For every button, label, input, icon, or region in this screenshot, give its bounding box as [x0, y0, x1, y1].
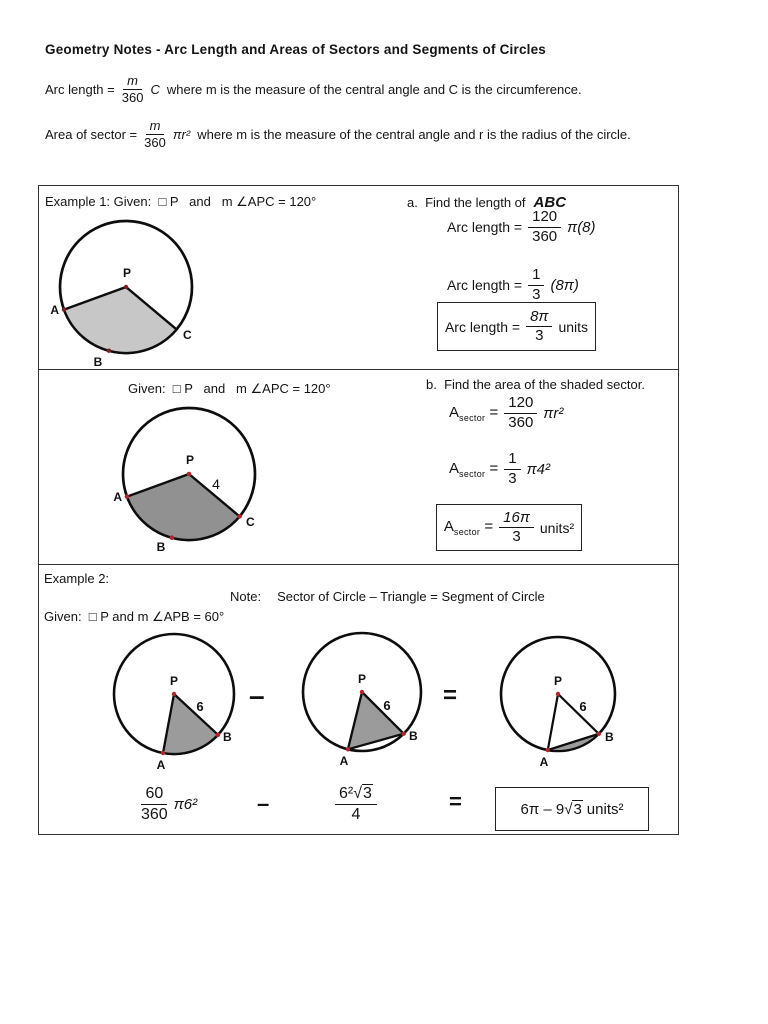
sector-area-step2 — [449, 451, 550, 487]
page-title: Geometry Notes - Arc Length and Areas of Sectors and Segments of Circles — [45, 42, 547, 57]
note-line — [230, 589, 545, 604]
fraction — [528, 267, 544, 303]
radius-label: 4 — [212, 476, 220, 492]
formula-label: Area of sector = — [45, 127, 138, 143]
segment-equation-subtrahend — [335, 785, 377, 823]
part-a-label: a. Find the length of — [407, 195, 526, 210]
point-dot-b — [107, 349, 111, 353]
point-label-p: P — [169, 674, 179, 688]
point-label-a: A — [113, 490, 122, 504]
fraction — [526, 309, 552, 345]
fraction — [141, 785, 168, 823]
arc-length-step2 — [447, 267, 579, 303]
point-label-a: A — [339, 754, 349, 768]
equation-label: Arc length = — [444, 318, 521, 335]
point-label-p: P — [185, 453, 195, 467]
row-divider — [39, 564, 678, 565]
shaded-sector — [163, 694, 218, 754]
center-dot — [124, 285, 128, 289]
equation-label: Arc length = — [447, 219, 523, 235]
minus-operator: – — [257, 791, 270, 816]
fraction — [528, 209, 561, 245]
radicand: 3 — [363, 785, 372, 802]
circle-diagram-triangle — [294, 629, 434, 774]
center-dot — [187, 472, 192, 477]
arc-length-formula — [45, 74, 582, 106]
center-dot — [360, 690, 364, 694]
example1-heading: Example 1: Given: □ P and m ∠APC = 120° — [45, 194, 317, 209]
arc-name: ABC — [533, 194, 567, 211]
circle-diagram-sector-dark — [109, 399, 274, 554]
point-label-b: B — [409, 729, 418, 743]
point-dot-b — [597, 732, 601, 736]
point-label-b: B — [156, 540, 166, 554]
center-dot — [172, 692, 176, 696]
example1-row2-heading: Given: □ P and m ∠APC = 120° — [128, 381, 331, 396]
units-label: units² — [539, 519, 575, 536]
radius-label: 6 — [383, 698, 391, 713]
fraction-numerator: 60 — [141, 785, 167, 805]
fraction-denominator: 4 — [351, 805, 361, 823]
sector-area-answer-box — [436, 504, 582, 551]
arc-length-answer-box — [437, 302, 596, 351]
equation-label: Arc length = — [447, 277, 523, 293]
units-label: units² — [586, 800, 624, 818]
fraction-numerator: 1 — [528, 267, 544, 286]
circle-diagram-sector — [104, 629, 249, 777]
fraction-numerator: 1 — [504, 451, 520, 470]
fraction — [504, 395, 537, 431]
point-label-c: C — [246, 515, 255, 529]
formula-term: C — [150, 82, 160, 98]
formula-label: Arc length = — [45, 82, 115, 98]
sector-area-formula — [45, 119, 631, 151]
fraction — [122, 74, 144, 106]
equals-operator: = — [443, 682, 458, 709]
point-label-b: B — [93, 355, 103, 369]
fraction-numerator: m — [123, 74, 142, 90]
example2-heading: Example 2: — [44, 571, 110, 586]
examples-box — [38, 185, 679, 835]
equation-label: $A_{sector}$ = — [449, 403, 499, 423]
circle-diagram-segment — [494, 631, 634, 776]
point-label-c: C — [183, 328, 192, 342]
shaded-sector — [64, 287, 177, 353]
formula-description: where m is the measure of the central angle and C is the circumference. — [166, 82, 582, 98]
fraction-numerator: m — [146, 119, 165, 135]
equation-term: (8π) — [550, 276, 579, 294]
result-expression: 6π – 9√3 units² — [520, 800, 624, 818]
shaded-sector — [127, 474, 240, 540]
point-dot-b — [402, 732, 406, 736]
fraction — [335, 785, 377, 823]
point-dot-c — [237, 514, 242, 519]
fraction-denominator: 3 — [535, 327, 544, 344]
point-label-b: B — [223, 730, 232, 744]
equation-term: π(8) — [567, 218, 596, 236]
point-label-p: P — [553, 674, 563, 688]
radius-label: 6 — [579, 699, 587, 714]
row-divider — [39, 369, 678, 370]
point-label-p: P — [357, 672, 367, 686]
point-dot-a — [346, 747, 350, 751]
note-label: Note: — [230, 589, 262, 604]
point-label-a: A — [156, 758, 166, 772]
point-dot-a — [62, 307, 66, 311]
point-label-p: P — [122, 266, 132, 280]
fraction-denominator: 360 — [144, 135, 166, 151]
equation-term: π4² — [526, 460, 550, 478]
point-dot-a — [546, 748, 550, 752]
segment-equation-minuend — [141, 785, 197, 823]
point-dot-b — [170, 535, 175, 540]
point-dot-b — [216, 733, 220, 737]
equation-term: πr² — [543, 404, 564, 422]
radicand: 3 — [573, 800, 582, 818]
units-label: units — [558, 318, 589, 335]
point-label-b: B — [605, 730, 614, 744]
fraction — [144, 119, 166, 151]
fraction-numerator: 120 — [504, 395, 537, 414]
fraction-denominator: 360 — [121, 90, 144, 106]
arc-length-step1 — [447, 209, 596, 245]
fraction-denominator: 3 — [508, 469, 517, 487]
minus-operator: – — [249, 680, 265, 711]
point-label-a: A — [50, 303, 59, 317]
fraction-denominator: 3 — [512, 528, 521, 545]
fraction-denominator: 360 — [508, 413, 534, 431]
radius-label: 6 — [196, 699, 204, 714]
fraction-denominator: 3 — [532, 285, 541, 303]
point-dot-a — [125, 494, 130, 499]
fraction — [499, 510, 534, 546]
fraction-numerator: 6²√3 — [335, 785, 377, 805]
circle-diagram-sector-light — [43, 211, 213, 369]
equation-label: $A_{sector}$ = — [449, 459, 499, 479]
equation-term: π6² — [173, 795, 198, 813]
point-dot-a — [161, 751, 165, 755]
fraction — [504, 451, 520, 487]
fraction-numerator: 120 — [528, 209, 561, 228]
fraction-denominator: 360 — [532, 227, 558, 245]
point-label-a: A — [539, 755, 549, 769]
center-dot — [556, 692, 560, 696]
note-text: Sector of Circle – Triangle = Segment of Circle — [277, 589, 545, 604]
sector-area-step1 — [449, 395, 563, 431]
fraction-numerator: 8π — [526, 309, 552, 328]
formula-description: where m is the measure of the central angle and r is the radius of the circle. — [197, 127, 631, 143]
part-b-heading: b. Find the area of the shaded sector. — [426, 377, 645, 392]
segment-answer-box — [495, 787, 649, 831]
example2-given: Given: □ P and m ∠APB = 60° — [44, 609, 225, 624]
equals-operator: = — [449, 789, 462, 814]
fraction-denominator: 360 — [141, 805, 168, 823]
fraction-numerator: 16π — [499, 510, 534, 529]
equation-label: $A_{sector}$ = — [443, 518, 494, 537]
formula-term: πr² — [172, 127, 191, 143]
